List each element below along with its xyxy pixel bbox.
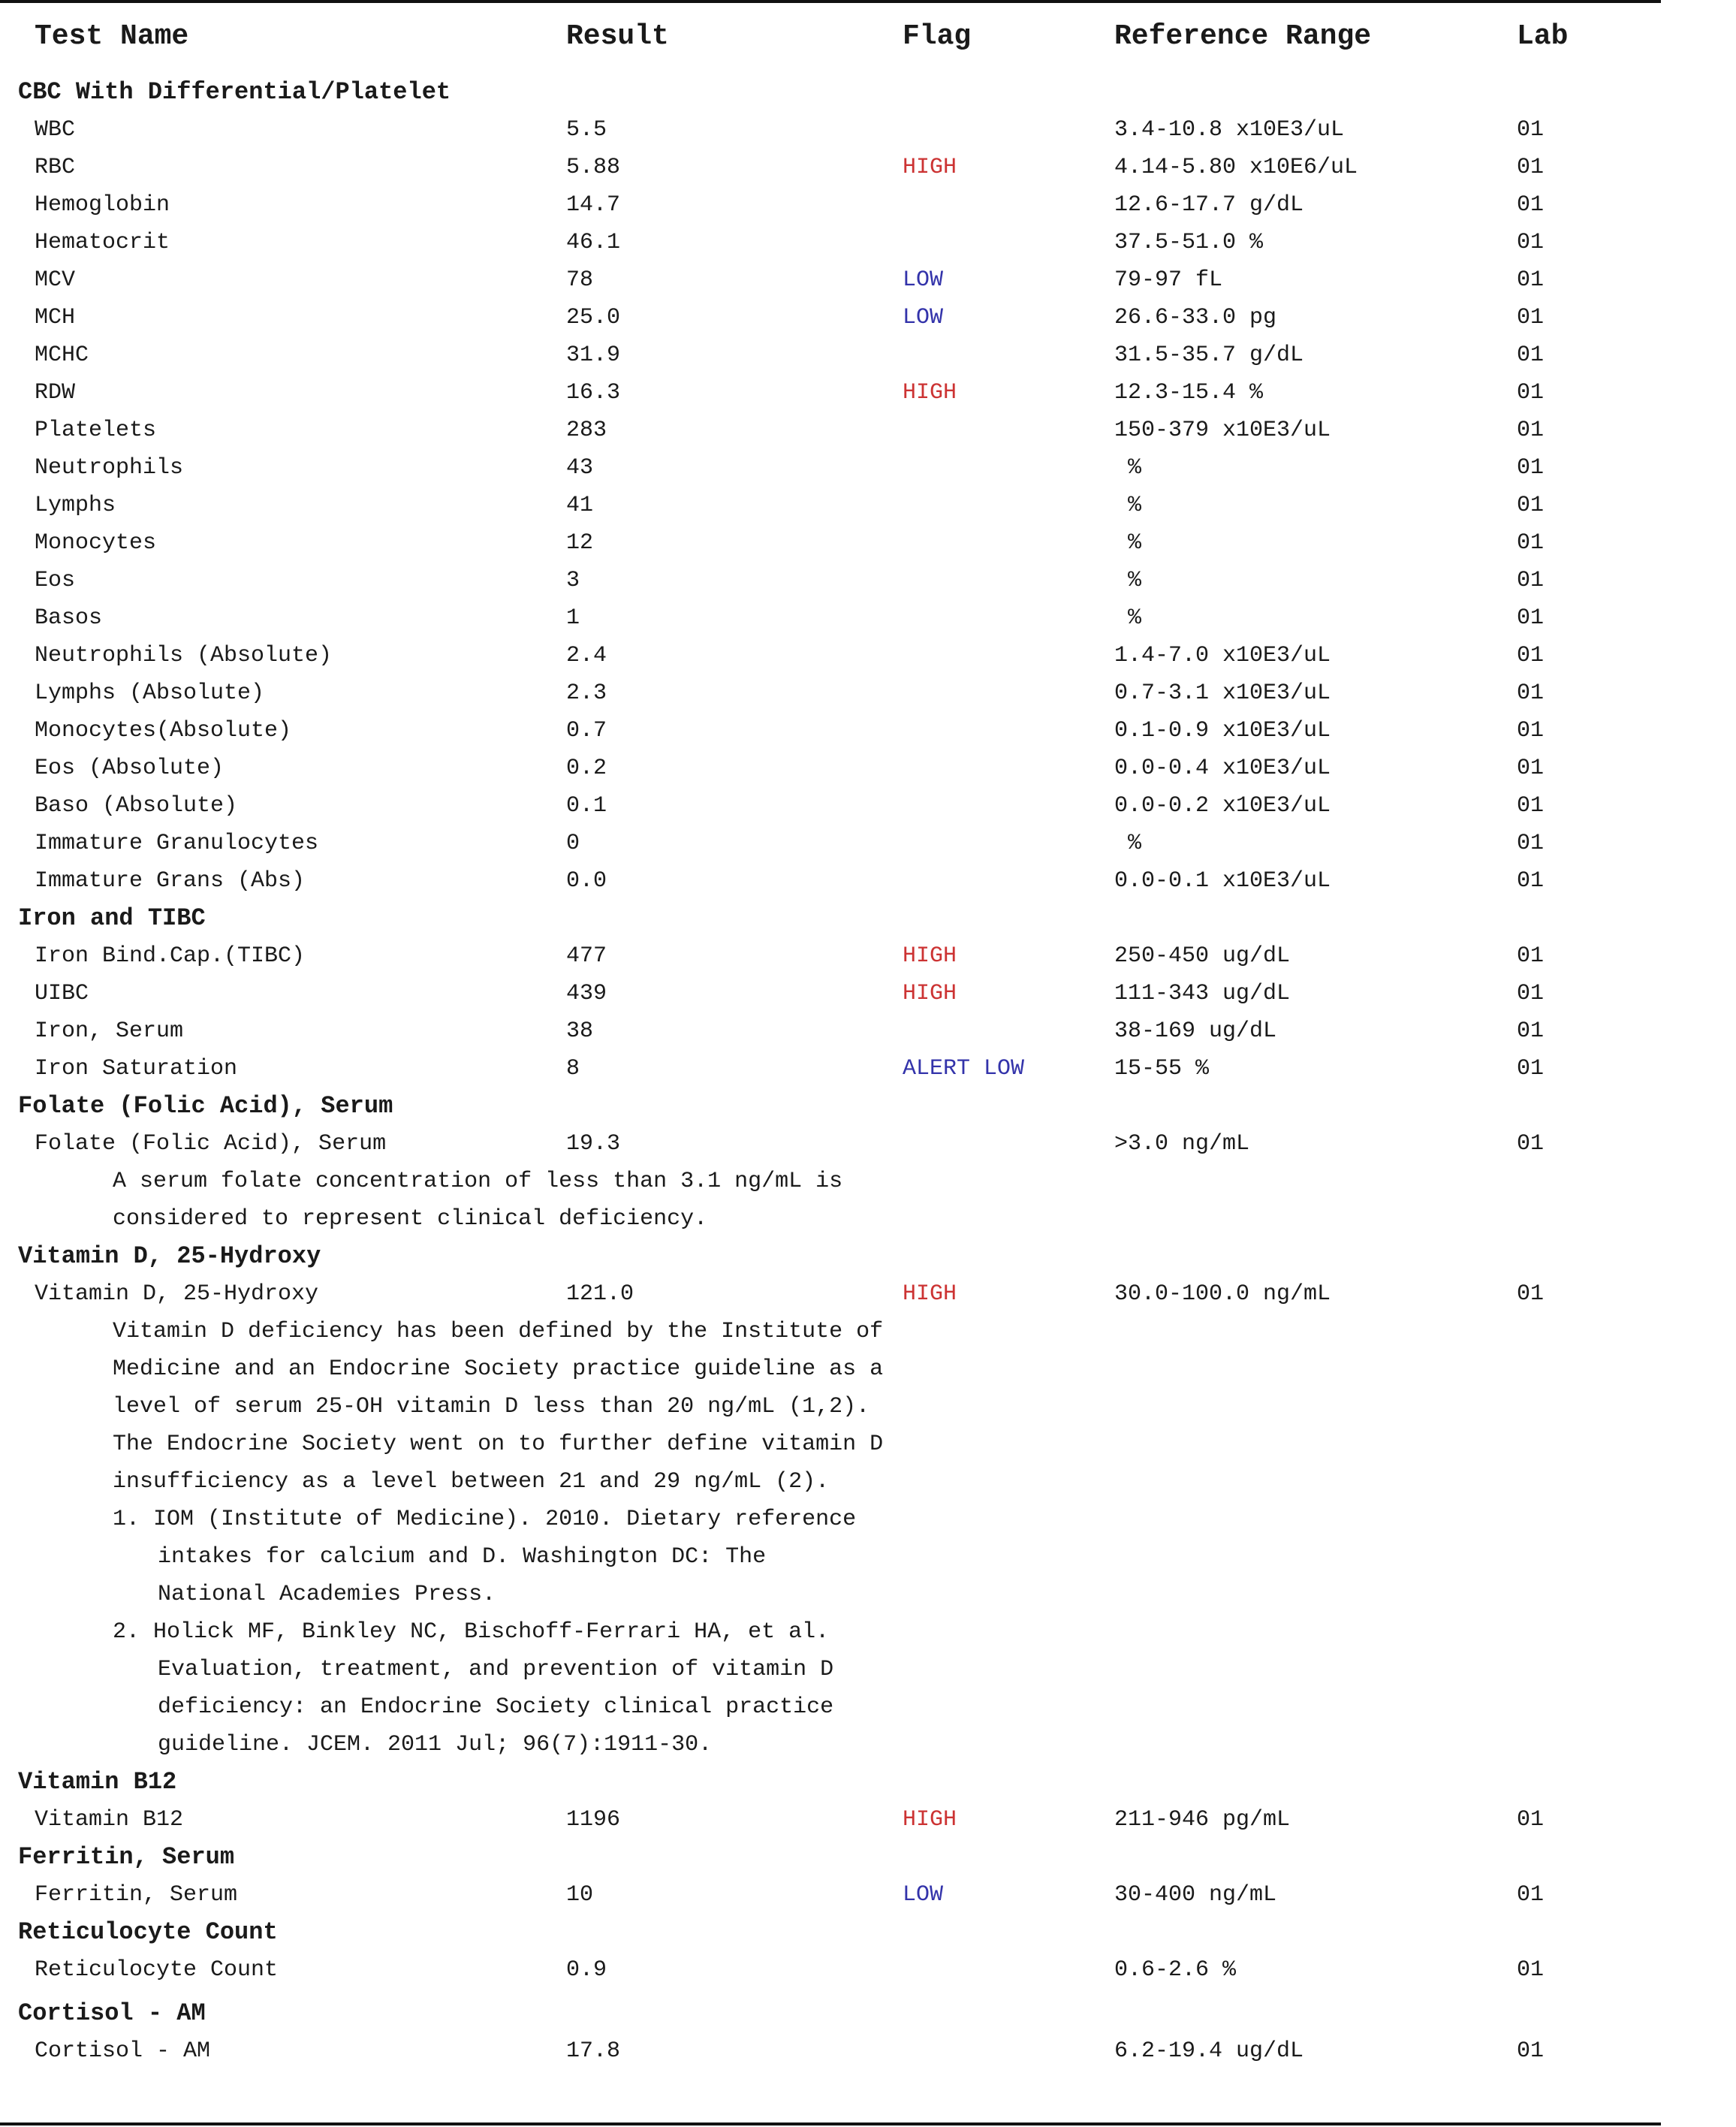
test-name: MCHC (35, 342, 89, 368)
comment-text: Evaluation, treatment, and prevention of vitamin D (158, 1657, 834, 1682)
lab-code: 01 (1517, 155, 1545, 180)
column-header-reference-range: Reference Range (1114, 20, 1372, 53)
comment-text: guideline. JCEM. 2011 Jul; 96(7):1911-30. (158, 1732, 713, 1757)
result-value: 41 (566, 493, 594, 518)
reference-range: % (1114, 568, 1142, 593)
lab-code: 01 (1517, 117, 1545, 143)
result-value: 10 (566, 1882, 594, 1908)
flag-value: LOW (903, 305, 944, 330)
section-title: Folate (Folic Acid), Serum (18, 1092, 393, 1120)
test-name: Immature Grans (Abs) (35, 868, 306, 894)
result-value: 1196 (566, 1807, 621, 1833)
result-value: 46.1 (566, 230, 621, 255)
result-value: 17.8 (566, 2038, 621, 2064)
lab-code: 01 (1517, 1957, 1545, 1983)
column-header-lab: Lab (1517, 20, 1569, 53)
reference-range: 15-55 % (1114, 1056, 1210, 1082)
test-name: Basos (35, 605, 103, 631)
comment-text: considered to represent clinical deficiency. (113, 1206, 708, 1232)
flag-value: HIGH (903, 981, 957, 1006)
comment-text: A serum folate concentration of less than 3.1 ng/mL is (113, 1169, 843, 1194)
lab-code: 01 (1517, 305, 1545, 330)
section-title: Vitamin B12 (18, 1768, 177, 1796)
reference-range: 250-450 ug/dL (1114, 943, 1291, 969)
test-name: Reticulocyte Count (35, 1957, 279, 1983)
reference-range: % (1114, 530, 1142, 556)
comment-text: The Endocrine Society went on to further define vitamin D (113, 1432, 884, 1457)
test-name: Immature Granulocytes (35, 831, 319, 856)
test-name: Monocytes(Absolute) (35, 718, 292, 744)
test-name: Monocytes (35, 530, 157, 556)
comment-text: insufficiency as a level between 21 and 29 ng/mL (2). (113, 1469, 830, 1495)
section-title: CBC With Differential/Platelet (18, 78, 451, 106)
flag-value: HIGH (903, 1281, 957, 1307)
test-name: MCV (35, 267, 76, 293)
lab-code: 01 (1517, 1056, 1545, 1082)
reference-range: 30.0-100.0 ng/mL (1114, 1281, 1331, 1307)
result-value: 14.7 (566, 192, 621, 218)
lab-code: 01 (1517, 568, 1545, 593)
reference-range: 0.1-0.9 x10E3/uL (1114, 718, 1331, 744)
test-name: Iron Saturation (35, 1056, 238, 1082)
test-name: Eos (Absolute) (35, 756, 225, 781)
result-value: 38 (566, 1018, 594, 1044)
flag-value: LOW (903, 267, 944, 293)
lab-code: 01 (1517, 230, 1545, 255)
section-title: Cortisol - AM (18, 1999, 206, 2027)
lab-code: 01 (1517, 756, 1545, 781)
lab-code: 01 (1517, 643, 1545, 668)
section-title: Reticulocyte Count (18, 1918, 278, 1946)
result-value: 0.7 (566, 718, 607, 744)
result-value: 8 (566, 1056, 580, 1082)
result-value: 5.5 (566, 117, 607, 143)
test-name: Vitamin D, 25-Hydroxy (35, 1281, 319, 1307)
comment-text: Vitamin D deficiency has been defined by the Institute of (113, 1319, 884, 1344)
result-value: 0.2 (566, 756, 607, 781)
test-name: UIBC (35, 981, 89, 1006)
reference-range: 26.6-33.0 pg (1114, 305, 1277, 330)
column-header-result: Result (566, 20, 669, 53)
lab-code: 01 (1517, 493, 1545, 518)
test-name: Hemoglobin (35, 192, 170, 218)
test-name: Hematocrit (35, 230, 170, 255)
flag-value: HIGH (903, 155, 957, 180)
reference-range: 0.7-3.1 x10E3/uL (1114, 680, 1331, 706)
test-name: Lymphs (Absolute) (35, 680, 265, 706)
lab-code: 01 (1517, 380, 1545, 406)
reference-range: 12.6-17.7 g/dL (1114, 192, 1304, 218)
test-name: Folate (Folic Acid), Serum (35, 1131, 387, 1157)
bottom-rule (0, 2122, 1661, 2125)
comment-text: 1. IOM (Institute of Medicine). 2010. Dietary reference (113, 1507, 857, 1532)
lab-code: 01 (1517, 981, 1545, 1006)
reference-range: 37.5-51.0 % (1114, 230, 1264, 255)
reference-range: >3.0 ng/mL (1114, 1131, 1250, 1157)
comment-text: National Academies Press. (158, 1582, 496, 1607)
result-value: 3 (566, 568, 580, 593)
lab-code: 01 (1517, 2038, 1545, 2064)
comment-text: intakes for calcium and D. Washington DC: The (158, 1544, 767, 1570)
reference-range: 6.2-19.4 ug/dL (1114, 2038, 1304, 2064)
lab-code: 01 (1517, 868, 1545, 894)
top-rule (0, 0, 1661, 3)
reference-range: 3.4-10.8 x10E3/uL (1114, 117, 1345, 143)
reference-range: 30-400 ng/mL (1114, 1882, 1277, 1908)
column-header-flag: Flag (903, 20, 972, 53)
test-name: RBC (35, 155, 76, 180)
test-name: Cortisol - AM (35, 2038, 211, 2064)
reference-range: 38-169 ug/dL (1114, 1018, 1277, 1044)
result-value: 78 (566, 267, 594, 293)
section-title: Vitamin D, 25-Hydroxy (18, 1242, 321, 1270)
flag-value: HIGH (903, 1807, 957, 1833)
reference-range: % (1114, 493, 1142, 518)
test-name: Lymphs (35, 493, 116, 518)
flag-value: HIGH (903, 943, 957, 969)
reference-range: % (1114, 831, 1142, 856)
result-value: 0.0 (566, 868, 607, 894)
result-value: 439 (566, 981, 607, 1006)
reference-range: % (1114, 605, 1142, 631)
reference-range: 4.14-5.80 x10E6/uL (1114, 155, 1358, 180)
lab-code: 01 (1517, 192, 1545, 218)
test-name: MCH (35, 305, 76, 330)
flag-value: HIGH (903, 380, 957, 406)
result-value: 283 (566, 418, 607, 443)
test-name: Iron, Serum (35, 1018, 184, 1044)
result-value: 43 (566, 455, 594, 481)
test-name: Neutrophils (35, 455, 184, 481)
lab-code: 01 (1517, 943, 1545, 969)
lab-code: 01 (1517, 793, 1545, 819)
lab-code: 01 (1517, 1131, 1545, 1157)
test-name: Vitamin B12 (35, 1807, 184, 1833)
result-value: 2.3 (566, 680, 607, 706)
lab-code: 01 (1517, 530, 1545, 556)
test-name: Iron Bind.Cap.(TIBC) (35, 943, 306, 969)
lab-code: 01 (1517, 718, 1545, 744)
reference-range: 79-97 fL (1114, 267, 1223, 293)
lab-code: 01 (1517, 418, 1545, 443)
test-name: Platelets (35, 418, 157, 443)
lab-code: 01 (1517, 455, 1545, 481)
lab-code: 01 (1517, 1281, 1545, 1307)
reference-range: 31.5-35.7 g/dL (1114, 342, 1304, 368)
lab-code: 01 (1517, 605, 1545, 631)
reference-range: 150-379 x10E3/uL (1114, 418, 1331, 443)
result-value: 121.0 (566, 1281, 634, 1307)
reference-range: 0.0-0.2 x10E3/uL (1114, 793, 1331, 819)
result-value: 0.9 (566, 1957, 607, 1983)
reference-range: 0.0-0.1 x10E3/uL (1114, 868, 1331, 894)
flag-value: ALERT LOW (903, 1056, 1025, 1082)
section-title: Iron and TIBC (18, 904, 206, 932)
reference-range: 0.0-0.4 x10E3/uL (1114, 756, 1331, 781)
lab-code: 01 (1517, 1807, 1545, 1833)
result-value: 5.88 (566, 155, 621, 180)
result-value: 0 (566, 831, 580, 856)
test-name: Ferritin, Serum (35, 1882, 238, 1908)
test-name: RDW (35, 380, 76, 406)
result-value: 12 (566, 530, 594, 556)
reference-range: 111-343 ug/dL (1114, 981, 1291, 1006)
result-value: 31.9 (566, 342, 621, 368)
comment-text: Medicine and an Endocrine Society practice guideline as a (113, 1356, 884, 1382)
lab-code: 01 (1517, 342, 1545, 368)
comment-text: level of serum 25-OH vitamin D less than 20 ng/mL (1,2). (113, 1394, 870, 1420)
lab-code: 01 (1517, 831, 1545, 856)
result-value: 0.1 (566, 793, 607, 819)
test-name: Eos (35, 568, 76, 593)
result-value: 2.4 (566, 643, 607, 668)
reference-range: 12.3-15.4 % (1114, 380, 1264, 406)
lab-code: 01 (1517, 1018, 1545, 1044)
reference-range: % (1114, 455, 1142, 481)
result-value: 19.3 (566, 1131, 621, 1157)
test-name: Baso (Absolute) (35, 793, 238, 819)
result-value: 16.3 (566, 380, 621, 406)
column-header-test-name: Test Name (35, 20, 189, 53)
result-value: 477 (566, 943, 607, 969)
section-title: Ferritin, Serum (18, 1843, 235, 1871)
result-value: 25.0 (566, 305, 621, 330)
reference-range: 0.6-2.6 % (1114, 1957, 1237, 1983)
test-name: WBC (35, 117, 76, 143)
comment-text: deficiency: an Endocrine Society clinical practice (158, 1694, 834, 1720)
comment-text: 2. Holick MF, Binkley NC, Bischoff-Ferrari HA, et al. (113, 1619, 830, 1645)
result-value: 1 (566, 605, 580, 631)
test-name: Neutrophils (Absolute) (35, 643, 333, 668)
lab-code: 01 (1517, 1882, 1545, 1908)
lab-code: 01 (1517, 680, 1545, 706)
flag-value: LOW (903, 1882, 944, 1908)
reference-range: 1.4-7.0 x10E3/uL (1114, 643, 1331, 668)
reference-range: 211-946 pg/mL (1114, 1807, 1291, 1833)
lab-code: 01 (1517, 267, 1545, 293)
